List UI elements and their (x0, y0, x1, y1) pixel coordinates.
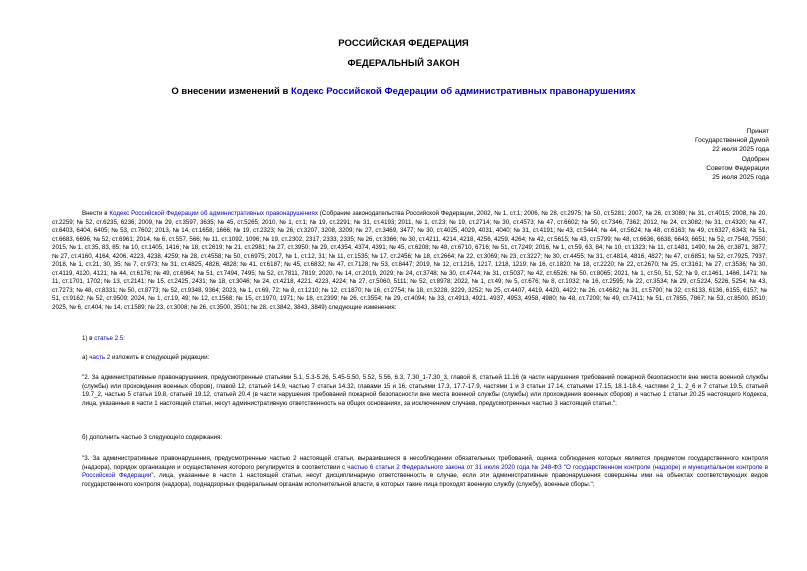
intro-prefix: Внести в (82, 210, 110, 217)
quote-2-part1: "3. За административные правонарушения, предусмотренные частью 2 настоящей статьи, выразившиеся в несоблюдении обязательных требований, оценка соблюдения которых является предметом государственного контроля (надзора), порядок организации и осуществления которого регулируется в соответствии с (82, 455, 768, 471)
item-a-prefix: а) (82, 354, 90, 361)
quote-part-2-paragraph: "2. За административные правонарушения, предусмотренные статьями 5.1, 5.3-5.26, 5.45-5.50, 5.52, 5.56, 6.3, 7.30_1-7.30_3, главой 8, статьей 11.16 (в части нарушения требований пожарной безопасности вне места военной службы (службы) или прохождения военных сборов), главой 12, статьей 14.9, частью 7 статьи 14.32, главами 15 и 16, статьями 17.3, 17.7-17.9, частями 1 и 3 статьи 17.14, статьями 17.15, 18.1-18.4, частями 2_1, 2_6 и 7 статьи 19.5, статьей 19.7_2, частью 5 статьи 19.8, статьей 19.12, статьей 20.4 (в части нарушения требований пожарной безопасности вне места военной службы (службы) или прохождения военных сборов) и частью 1 статьи 20.25 настоящего Кодекса, лица, указанные в части 1 настоящей статьи, несут административную ответственность на общих основаниях, за исключением случаев, предусмотренных частью 3 настоящей статьи."; (82, 374, 768, 407)
title-code-link[interactable]: Кодекс Российской Федерации об административных правонарушениях (290, 86, 636, 97)
item-b-paragraph: б) дополнить частью 3 следующего содержания: (82, 434, 223, 441)
accepted-label: Принят (746, 128, 769, 135)
federal-law-248-link[interactable]: частью 6 статьи 2 Федерального закона от 31 июля 2020 года № 248-ФЗ "О государственном контроле (надзоре) и муниципальном контроле в Российской Федерации" (82, 463, 769, 480)
country-heading: РОССИЙСКАЯ ФЕДЕРАЦИЯ (338, 38, 469, 49)
accepted-date: 22 июля 2025 года (712, 146, 769, 154)
article-2-5-link[interactable]: статье 2.5 (94, 335, 124, 342)
item-1-suffix: : (123, 335, 125, 342)
approved-by: Советом Федерации (706, 165, 769, 173)
document-title (0, 86, 807, 97)
quote-part-3-paragraph (82, 455, 768, 489)
approved-date: 25 июля 2025 года (712, 174, 769, 182)
part-2-link[interactable]: часть 2 (89, 354, 111, 361)
document-type-heading: ФЕДЕРАЛЬНЫЙ ЗАКОН (347, 58, 460, 69)
accepted-by: Государственной Думой (695, 137, 769, 145)
intro-paragraph (52, 210, 767, 313)
intro-code-link[interactable]: Кодекс Российской Федерации об административных правонарушениях (109, 210, 318, 217)
item-1-prefix: 1) в (82, 335, 95, 342)
intro-body: (Собрание законодательства Российской Федерации, 2002, № 1, ст.1; 2006, № 28, ст.2975; № 50, ст.5281; 2007, № 26, ст.3089; № 31, ст.4015; 2008, № 20, ст.2259; № 52, ст.6235, 6236; 2009, № 29, ст.3597, 3635; № 45, ст.5265; 2010, № 1, ст.1; № 19, ст.2291; № 31, ст.4193; 2011, № 1, ст.23; № 19, ст.2714; № 30, ст.4573; № 47, ст.6602; № 50, ст.7346, 7362; 2012, № 24, ст.3082; № 31, ст.4320; № 47, ст.6403, 6404, 6405; № 53, ст.7602; 2013, № 14, ст.1658, 1666; № 19, ст.2323; № 26, ст.3207, 3208, 3209; № 27, ст.3469, 3477; № 30, ст.4025, 4029, 4031, 4040; № 31, ст.4191; № 43, ст.5444; № 44, ст.5624; № 48, ст.6163; № 49, ст.6327, 6343; № 51, ст.6683, 6696; № 52, ст.6961; 2014, № 6, ст.557, 566; № 11, ст.1092, 1096; № 19, ст.2302, 2317, 2333, 2335; № 26, ст.3366; № 30, ст.4211, 4214, 4218, 4256, 4259, 4264; № 42, ст.5615; № 43, ст.5799; № 48, ст.6636, 6638, 6643, 6651; № 52, ст.7548, 7550; 2015, № 1, ст.35, 83, 85; № 10, ст.1405, 1416; № 18, ст.2619; № 21, ст.2981; № 27, ст.3950; № 29, ст.4354, 4374, 4391; № 45, ст.6208; № 48, ст.6710, 6716; № 51, ст.7249; 2016, № 1, ст.59, 63, 84; № 10, ст.1323; № 11, ст.1481, 1490; № 26, ст.3871, 3877; № 27, ст.4160, 4164, 4206, 4223, 4238, 4259; № 28, ст.4558; № 50, ст.6975; 2017, № 1, ст.12, 31; № 11, ст.1535; № 17, ст.2456; № 18, ст.2664; № 22, ст.3069; № 23, ст.3227; № 30, ст.4455; № 31, ст.4814, 4816, 4827; № 47, ст.6851; № 52, ст.7925, 7937; 2018, № 1, ст.21, 30, 35; № 7, ст.973; № 31, ст.4825, 4826, 4828; № 41, ст.6187; № 45, ст.6832; № 47, ст.7128; № 53, ст.8447; 2019, № 12, ст.1216, 1217, 1218, 1219; № 16, ст.1820; № 18, ст.2220; № 22, ст.2670; № 25, ст.3161; № 27, ст.3536; № 30, ст.4119, 4120, 4121; № 44, ст.6176; № 49, ст.6964; № 51, ст.7494, 7495; № 52, ст.7811, 7819; 2020, № 14, ст.2019, 2029; № 24, ст.3748; № 30, ст.4744; № 31, ст.5037; № 42, ст.6526; № 50, ст.8065; 2021, № 1, ст.50, 51, 52; № 9, ст.1461, 1466, 1471; № 11, ст.1701, 1702; № 13, ст.2141; № 15, ст.2425, 2431; № 18, ст.3046; № 24, ст.4218, 4221, 4223, 4224; № 27, ст.5060, 5111; № 52, ст.8978; 2022, № 1, ст.49; № 5, ст.676; № 8, ст.1032; № 16, ст.2595; № 22, ст.3534; № 29, ст.5224, 5226, 5254; № 43, ст.7273; № 48, ст.8331; № 50, ст.8773; № 52, ст.9348, 9364; 2023, № 1, ст.69, 72; № 8, ст.1210; № 12, ст.1870; № 16, ст.2754; № 18, ст.3228, 3229, 3252; № 25, ст.4407, 4419, 4420, 4422; № 26, ст.4682; № 31, ст.5790; № 32, ст.6133, 6136, 6155, 6157; № 51, ст.9162; № 52, ст.9509; 2024, № 1, ст.19, 49; № 12, ст.1568; № 15, ст.1970, 1971; № 18, ст.2399; № 26, ст.3554; № 29, ст.4094; № 33, ст.4913, 4921, 4937, 4953, 4958, 4980; № 48, ст.7209; № 49, ст.7411; № 51, ст.7855, 7867; № 53, ст.8500, 8510; 2025, № 6, ст.404; № 14, ст.1589; № 23, ст.3008; № 26, ст.3500, 3501; № 28, ст.3842, 3843, 3849) следующие изменения: (52, 210, 767, 312)
item-a-suffix: изложить в следующей редакции: (110, 354, 210, 361)
adoption-council-block (569, 155, 769, 182)
item-a-paragraph (82, 354, 762, 363)
item-1-paragraph (82, 335, 762, 344)
approved-label: Одобрен (741, 156, 769, 163)
title-prefix: О внесении изменений в (171, 86, 291, 97)
adoption-duma-block (569, 127, 769, 154)
quote-2-part2: , лица, указанные в части 1 настоящей статьи, несут дисциплинарную ответственность в случае, если эти административные правонарушения совершены ими на объектах соответствующих видов государственного контроля (надзора), поднадзорных федеральным органам исполнительной власти, в которых такие лица проходят военную службу (службу), военные сборы."; (82, 472, 768, 488)
